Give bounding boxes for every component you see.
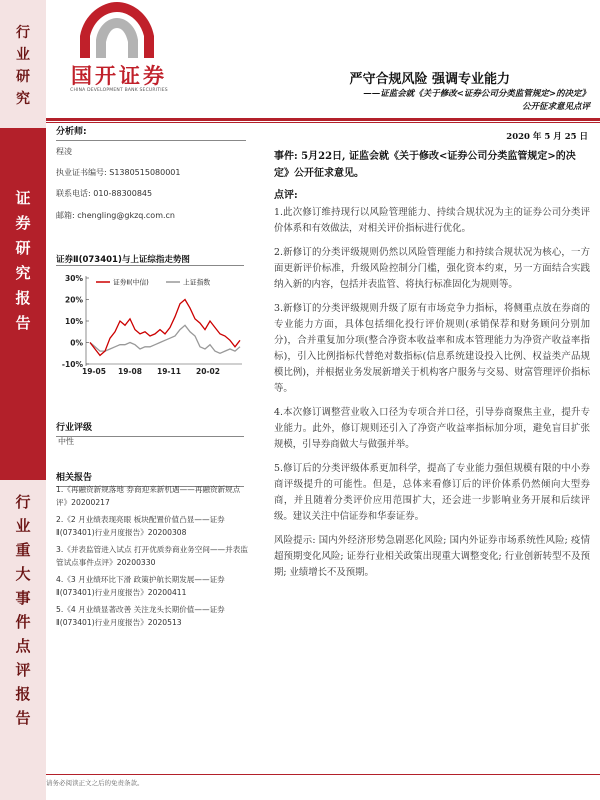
disclaimer-note: 请务必阅读正文之后的免责条款。 [46, 779, 144, 787]
risk-warning: 风险提示: 国内外经济形势急剧恶化风险; 国内外证券市场系统性风险; 疫情超预期变化风险; 证券行业相关政策出现重大调整变化; 行业创新转型不及预期; 业绩增长不及预期。 [274, 535, 590, 578]
analyst-name: 程凌 [56, 147, 72, 156]
y-tick-label: -10% [61, 360, 83, 369]
legend-label: 证券Ⅱ(中信) [113, 278, 149, 287]
x-tick-label: 19-05 [82, 367, 106, 376]
sidebar-top-label: 行 业 研 究 [16, 25, 30, 107]
y-tick-label: 30% [65, 274, 83, 283]
commentary-paragraph: 1.此次修订维持现行以风险管理能力、持续合规状况为主的证券公司分类评价体系和有效做法，对相关评价指标进行优化。 [274, 207, 590, 234]
chart-title: 证券Ⅱ(073401)与上证综指走势图 [56, 255, 190, 265]
y-tick-label: 0% [70, 338, 83, 348]
analyst-section-header [56, 124, 246, 141]
header-divider [46, 118, 600, 121]
y-tick-label: 20% [65, 295, 83, 305]
chart-title-divider [56, 265, 244, 266]
commentary-paragraph: 4.本次修订调整营业收入口径为专项合并口径，引导券商聚焦主业，提升专业能力。此外，修订规则还引入了净资产收益率指标加分项，避免盲目扩张规模，引导券商做大与做强并举。 [274, 407, 590, 450]
rating-section-header [56, 420, 244, 437]
sidebar-mid-block [0, 128, 46, 480]
report-title: 严守合规风险 强调专业能力 [349, 72, 510, 87]
sidebar [0, 0, 46, 800]
analyst-email[interactable]: 邮箱: chengling@gkzq.com.cn [56, 211, 175, 220]
rating-divider [56, 436, 244, 437]
related-report-item[interactable]: 4.《3 月业绩环比下滑 政策护航长期发展——证券Ⅱ(073401)行业月度报告》20200411 [56, 575, 225, 597]
sidebar-top-block [0, 0, 46, 128]
related-report-list [56, 484, 248, 634]
sidebar-mid-label: 证 券 研 究 报 告 [15, 189, 31, 332]
commentary-paragraph: 2.新修订的分类评级规则仍然以风险管理能力和持续合规状况为核心，一方面更新评价标准，升级风险控制分门槛，强化资本约束，另一方面结合实践纳入新的内容，包括并表监管、将执行标准固化为规则等。 [274, 247, 590, 290]
company-logo-icon [62, 0, 172, 60]
related-report-item[interactable]: 5.《4 月业绩显著改善 关注龙头长期价值——证券Ⅱ(073401)行业月度报告》2020513 [56, 605, 225, 627]
header-divider-thin [46, 122, 600, 123]
rating-value: 中性 [58, 437, 74, 446]
x-tick-label: 20-02 [196, 367, 220, 376]
company-name: 国开证券 [71, 64, 167, 88]
x-tick-label: 19-11 [157, 367, 181, 376]
analyst-label: 分析师: [56, 127, 87, 137]
x-tick-label: 19-08 [118, 367, 142, 376]
related-report-item[interactable]: 1.《再融资新规落地 券商迎来新机遇——再融资新规点评》20200217 [56, 485, 241, 507]
sidebar-bottom-label: 行 业 重 大 事 件 点 评 报 告 [15, 493, 31, 727]
comment-label: 点评: [274, 190, 298, 201]
analyst-cert: 执业证书编号: S1380515080001 [56, 168, 181, 177]
series-line [90, 300, 240, 356]
company-name-en: CHINA DEVELOPMENT BANK SECURITIES [70, 88, 168, 93]
commentary-paragraph: 3.新修订的分类评级规则升级了原有市场竞争力指标，将侧重点放在券商的专业能力方面，具体包括细化投行评价规则(承销保荐和财务顾问分别加分)，合并重复加分项(整合净资本收益率和成本管理能力为净资产收益率指标)，引入比例指标代替绝对数指标(信息系统建设投入比例、权益类产品规模比例)，并根据业务发展新增关于机构客户服务与交易、财富管理评价指标等。 [274, 303, 590, 394]
footer-divider [46, 774, 600, 775]
index-trend-chart [56, 268, 246, 380]
related-report-item[interactable]: 2.《2 月业绩表现亮眼 板块配置价值凸显——证券Ⅱ(073401)行业月度报告》20200308 [56, 515, 225, 537]
related-label: 相关报告 [56, 473, 93, 483]
report-date: 2020 年 5 月 25 日 [506, 132, 588, 142]
event-summary: 事件: 5月22日, 证监会就《关于修改<证券公司分类监管规定>的决定》公开征求意见。 [274, 151, 576, 179]
analyst-phone: 联系电话: 010-88300845 [56, 189, 153, 198]
report-subtitle: ——证监会就《关于修改<证券公司分类监管规定>的决定》 [363, 89, 590, 99]
report-subtitle-2: 公开征求意见点评 [521, 102, 590, 112]
legend-label: 上证指数 [183, 278, 211, 287]
sidebar-bottom-block [0, 480, 46, 800]
related-report-item[interactable]: 3.《并表监管进入试点 打开优质券商业务空间——并表监管试点事件点评》20200330 [56, 545, 248, 567]
series-line [90, 325, 240, 353]
analyst-divider [56, 140, 246, 141]
commentary-body [274, 205, 590, 589]
y-tick-label: 10% [65, 317, 83, 326]
rating-label: 行业评级 [56, 423, 93, 433]
commentary-paragraph: 5.修订后的分类评级体系更加科学，提高了专业能力强但规模有限的中小券商评级提升的可能性。但是，总体来看修订后的评价体系仍然倾向大型券商，并且随着分类评价应用范围扩大，还会进一步影响业务开展和后续评级。建议关注中信证券和华泰证券。 [274, 463, 590, 522]
